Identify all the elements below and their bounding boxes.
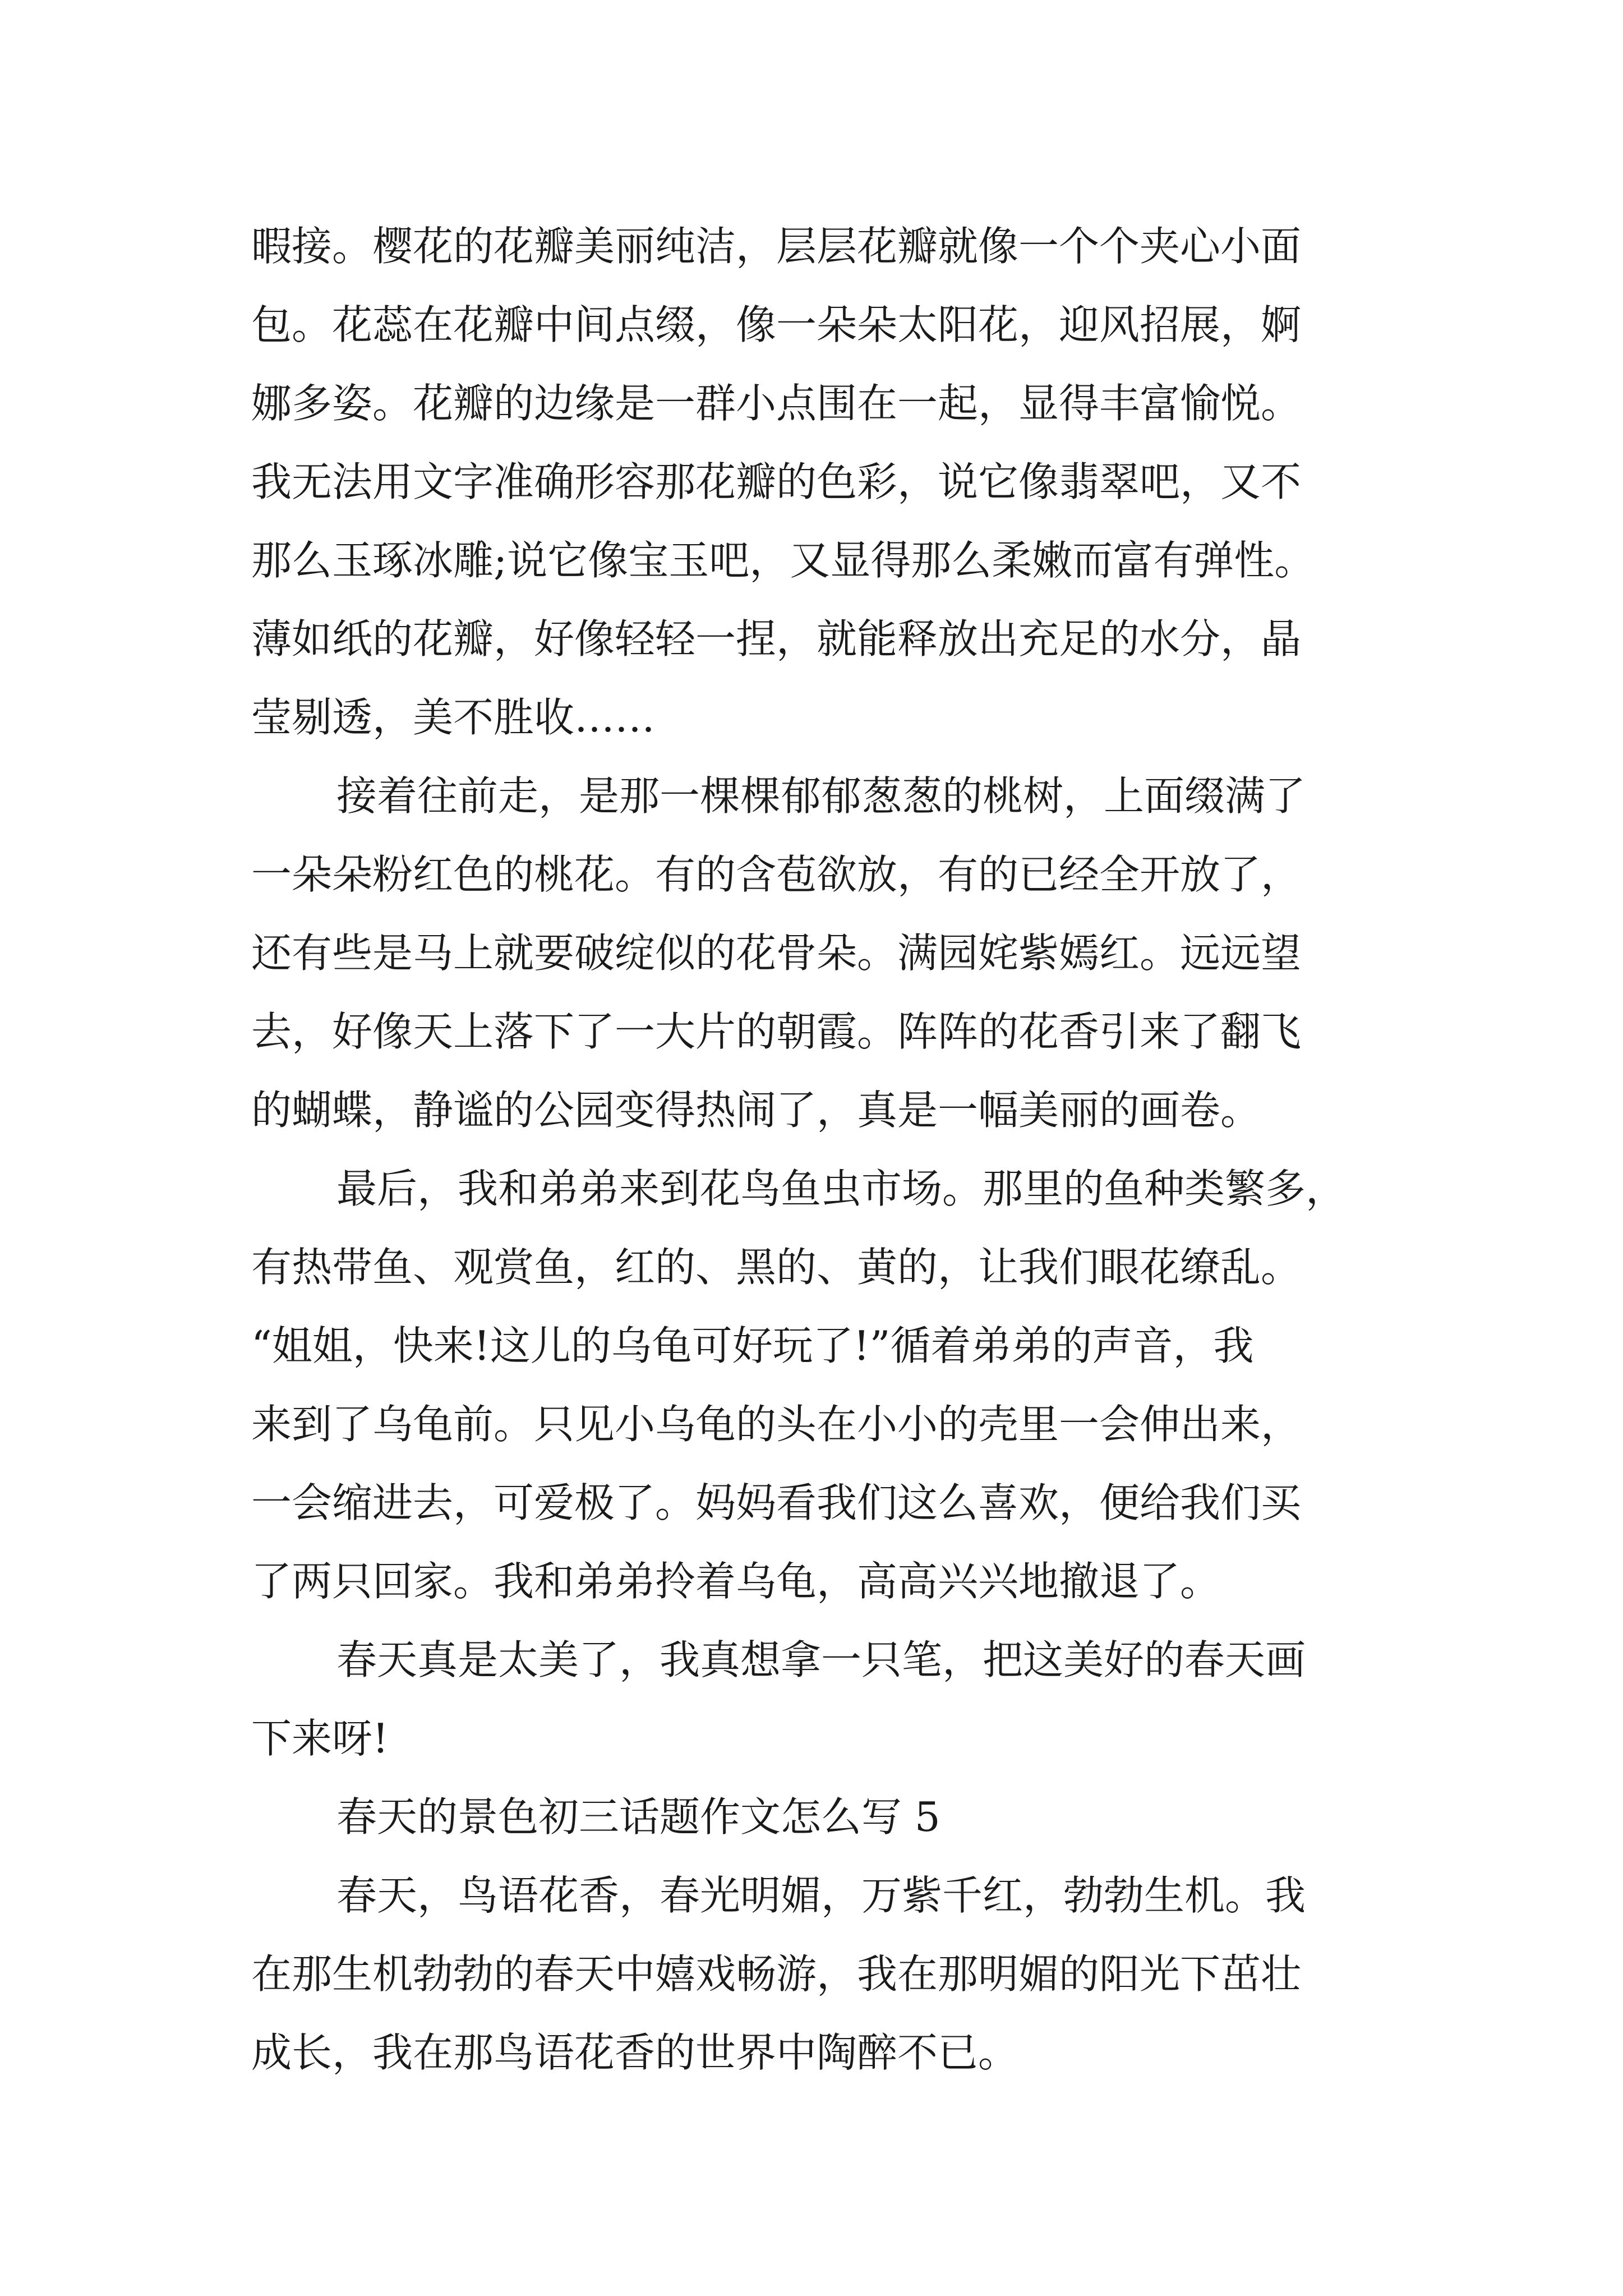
- text-line: 的蝴蝶，静谧的公园变得热闹了，真是一幅美丽的画卷。: [251, 1087, 1261, 1134]
- paragraph-first-line: 最后，我和弟弟来到花鸟鱼虫市场。那里的鱼种类繁多，: [336, 1165, 1347, 1212]
- text-line: 那么玉琢冰雕;说它像宝玉吧，又显得那么柔嫩而富有弹性。: [251, 537, 1315, 584]
- text-line: 包。花蕊在花瓣中间点缀，像一朵朵太阳花，迎风招展，婀: [251, 301, 1302, 348]
- text-line: “姐姐，快来!这儿的乌龟可好玩了!”循着弟弟的声音，我: [251, 1322, 1254, 1369]
- text-line: 一朵朵粉红色的桃花。有的含苞欲放，有的已经全开放了，: [251, 851, 1302, 898]
- text-line: 薄如纸的花瓣，好像轻轻一捏，就能释放出充足的水分，晶: [251, 615, 1302, 662]
- text-line: 成长，我在那鸟语花香的世界中陶醉不已。: [251, 2029, 1019, 2076]
- text-line: 了两只回家。我和弟弟拎着乌龟，高高兴兴地撤退了。: [251, 1558, 1221, 1605]
- text-line: 一会缩进去，可爱极了。妈妈看我们这么喜欢，便给我们买: [251, 1479, 1302, 1526]
- text-line: 去，好像天上落下了一大片的朝霞。阵阵的花香引来了翻飞: [251, 1008, 1302, 1055]
- paragraph-first-line: 接着往前走，是那一棵棵郁郁葱葱的桃树，上面缀满了: [336, 772, 1306, 820]
- text-line: 娜多姿。花瓣的边缘是一群小点围在一起，显得丰富愉悦。: [251, 380, 1302, 427]
- paragraph-first-line: 春天真是太美了，我真想拿一只笔，把这美好的春天画: [336, 1636, 1306, 1683]
- text-line: 暇接。樱花的花瓣美丽纯洁，层层花瓣就像一个个夹心小面: [251, 223, 1302, 270]
- section-heading: 春天的景色初三话题作文怎么写 5: [336, 1793, 940, 1841]
- paragraph-first-line: 春天，鸟语花香，春光明媚，万紫千红，勃勃生机。我: [336, 1872, 1306, 1919]
- text-line: 下来呀!: [251, 1715, 389, 1762]
- text-line: 还有些是马上就要破绽似的花骨朵。满园姹紫嫣红。远远望: [251, 930, 1302, 977]
- text-line: 我无法用文字准确形容那花瓣的色彩，说它像翡翠吧，又不: [251, 458, 1302, 505]
- text-line: 莹剔透，美不胜收……: [251, 694, 656, 741]
- text-line: 有热带鱼、观赏鱼，红的、黑的、黄的，让我们眼花缭乱。: [251, 1244, 1302, 1291]
- text-line: 来到了乌龟前。只见小乌龟的头在小小的壳里一会伸出来，: [251, 1401, 1302, 1448]
- text-line: 在那生机勃勃的春天中嬉戏畅游，我在那明媚的阳光下茁壮: [251, 1950, 1302, 1998]
